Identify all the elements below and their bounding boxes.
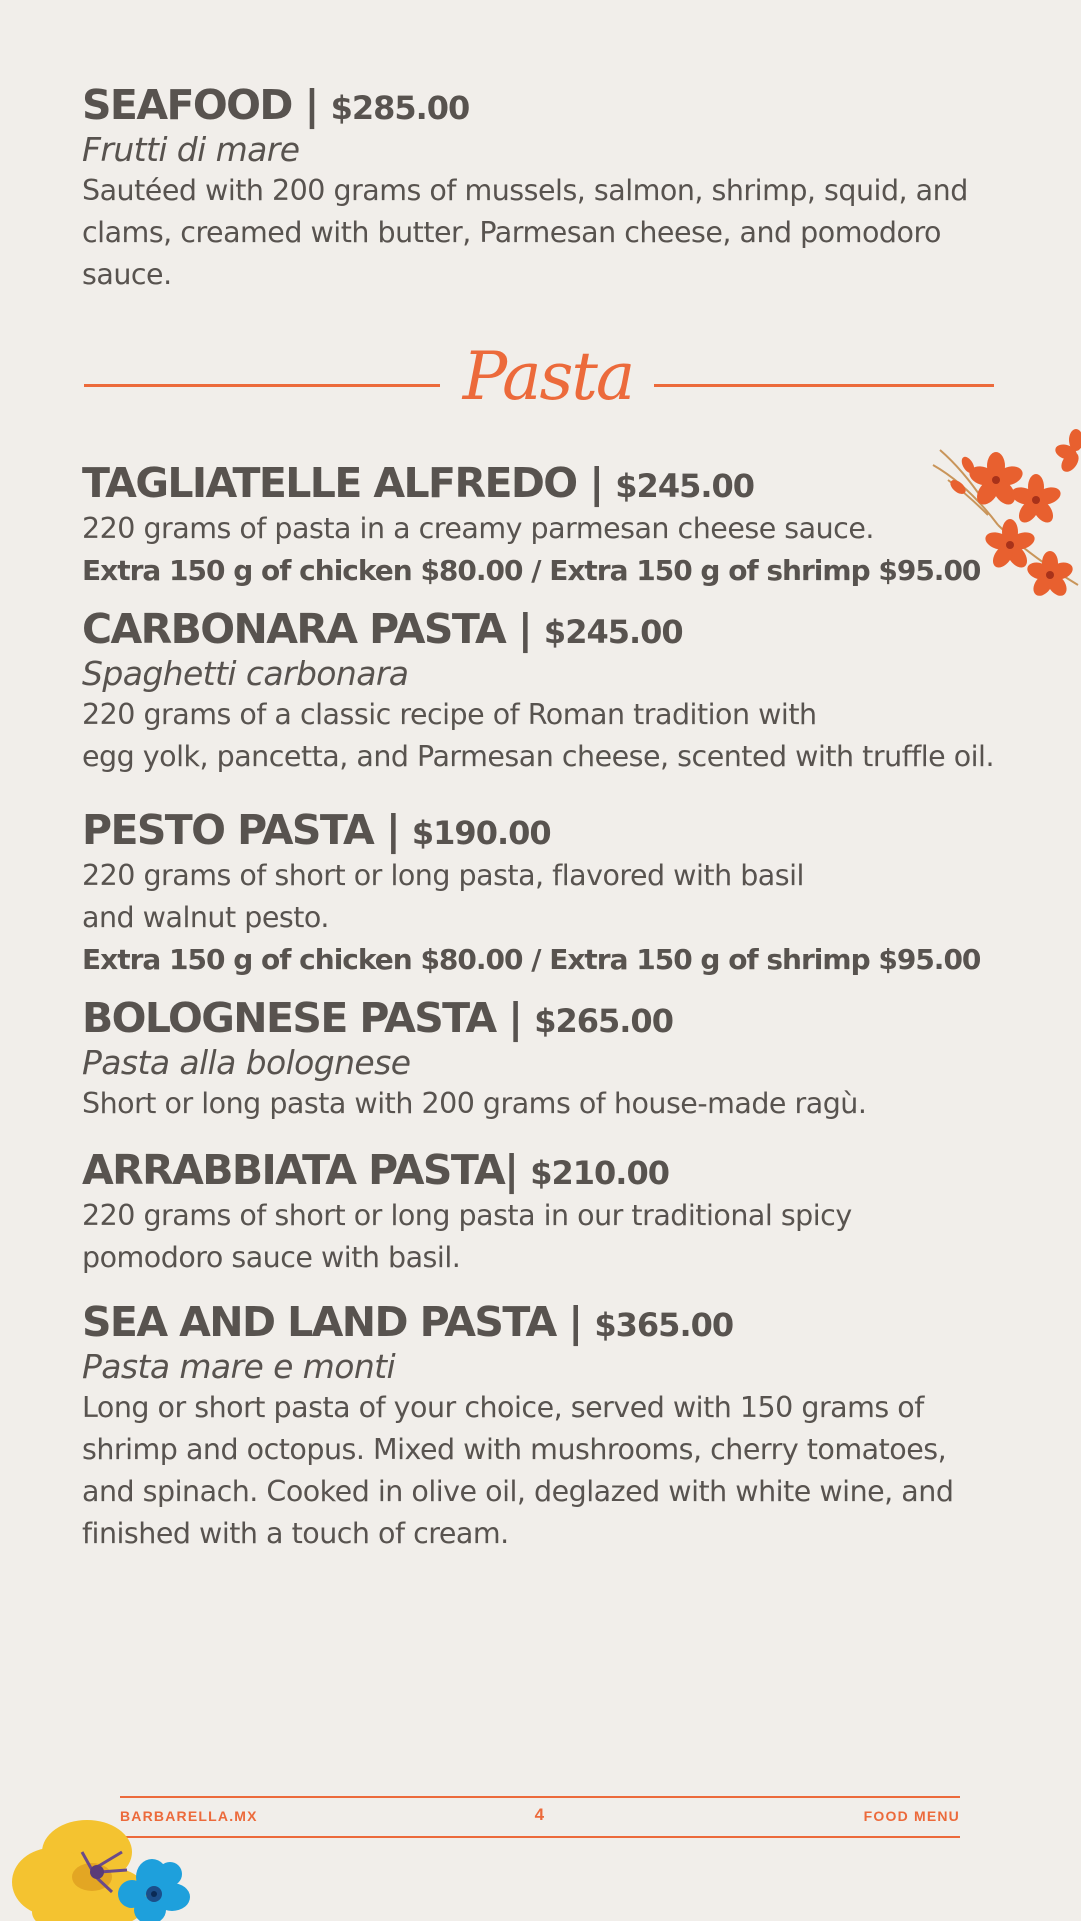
menu-item-title: [82, 1145, 1012, 1195]
menu-item-subtitle: Spaghetti carbonara: [82, 654, 409, 693]
menu-item-name: SEA AND LAND PASTA |: [82, 1298, 582, 1346]
menu-item-pesto-pasta: [82, 805, 1012, 981]
menu-item-bolognese-pasta: [82, 993, 1012, 1125]
heading-divider-left: [84, 384, 440, 387]
menu-item-description-line: and walnut pesto.: [82, 901, 329, 934]
menu-item-name: SEAFOOD |: [82, 81, 318, 129]
yellow-and-blue-flower-icon: [12, 1812, 202, 1921]
menu-item-extras: Extra 150 g of chicken $80.00 / Extra 150 g of shrimp $95.00: [82, 943, 981, 976]
footer-label: FOOD MENU: [863, 1808, 960, 1824]
menu-item-description-line: 220 grams of pasta in a creamy parmesan cheese sauce.: [82, 512, 874, 545]
menu-item-description-line: finished with a touch of cream.: [82, 1517, 509, 1550]
menu-item-title: [82, 805, 1012, 855]
menu-item-description-line: Long or short pasta of your choice, served with 150 grams of: [82, 1391, 924, 1424]
page-footer: [120, 1794, 960, 1840]
footer-divider-top: [120, 1796, 960, 1798]
footer-website: BARBARELLA.MX: [120, 1808, 258, 1824]
menu-item-description-line: egg yolk, pancetta, and Parmesan cheese, scented with truffle oil.: [82, 740, 995, 773]
menu-item-description-line: 220 grams of short or long pasta, flavored with basil: [82, 859, 804, 892]
menu-item-description-line: clams, creamed with butter, Parmesan cheese, and pomodoro: [82, 216, 941, 249]
footer-divider-bottom: [120, 1836, 960, 1838]
menu-item-title: [82, 1297, 1012, 1347]
menu-item-price: $265.00: [534, 1002, 673, 1040]
footer-page-number: 4: [534, 1805, 546, 1824]
menu-item-title: [82, 80, 1012, 130]
menu-item-name: CARBONARA PASTA |: [82, 605, 532, 653]
menu-item-price: $245.00: [543, 613, 683, 651]
menu-item-sea-and-land-pasta: [82, 1297, 1012, 1555]
menu-item-description-line: shrimp and octopus. Mixed with mushrooms, cherry tomatoes,: [82, 1433, 947, 1466]
menu-item-carbonara-pasta: [82, 604, 1012, 778]
menu-item-description-line: and spinach. Cooked in olive oil, deglazed with white wine, and: [82, 1475, 954, 1508]
menu-item-price: $285.00: [330, 89, 470, 127]
menu-item-tagliatelle-alfredo: [82, 458, 1012, 592]
orange-flower-sprig-icon: [928, 425, 1081, 615]
menu-item-title: [82, 993, 1012, 1043]
heading-divider-right: [654, 384, 994, 387]
section-title: Pasta: [462, 338, 634, 415]
menu-item-price: $190.00: [411, 814, 551, 852]
menu-item-price: $245.00: [615, 467, 755, 505]
menu-item-description-line: Short or long pasta with 200 grams of house-made ragù.: [82, 1087, 867, 1120]
menu-item-title: [82, 458, 1012, 508]
menu-item-description-line: 220 grams of a classic recipe of Roman tradition with: [82, 698, 817, 731]
menu-item-subtitle: Pasta mare e monti: [82, 1347, 396, 1386]
menu-item-subtitle: Frutti di mare: [82, 130, 300, 169]
section-heading: [82, 330, 996, 430]
menu-item-price: $365.00: [594, 1306, 734, 1344]
menu-item-arrabbiata-pasta: [82, 1145, 1012, 1279]
menu-item-name: PESTO PASTA |: [82, 806, 400, 854]
menu-item-price: $210.00: [530, 1154, 669, 1192]
menu-item-name: BOLOGNESE PASTA |: [82, 994, 522, 1042]
menu-item-name: TAGLIATELLE ALFREDO |: [82, 459, 603, 507]
menu-item-description-line: pomodoro sauce with basil.: [82, 1241, 461, 1274]
menu-item-extras: Extra 150 g of chicken $80.00 / Extra 150 g of shrimp $95.00: [82, 554, 981, 587]
menu-item-description-line: 220 grams of short or long pasta in our traditional spicy: [82, 1199, 852, 1232]
menu-item-description-line: Sautéed with 200 grams of mussels, salmon, shrimp, squid, and: [82, 174, 968, 207]
menu-item-title: [82, 604, 1012, 654]
menu-item-name: ARRABBIATA PASTA|: [82, 1146, 518, 1194]
menu-item-subtitle: Pasta alla bolognese: [82, 1043, 411, 1082]
menu-item-seafood: [82, 80, 1012, 296]
menu-item-description-line: sauce.: [82, 258, 172, 291]
